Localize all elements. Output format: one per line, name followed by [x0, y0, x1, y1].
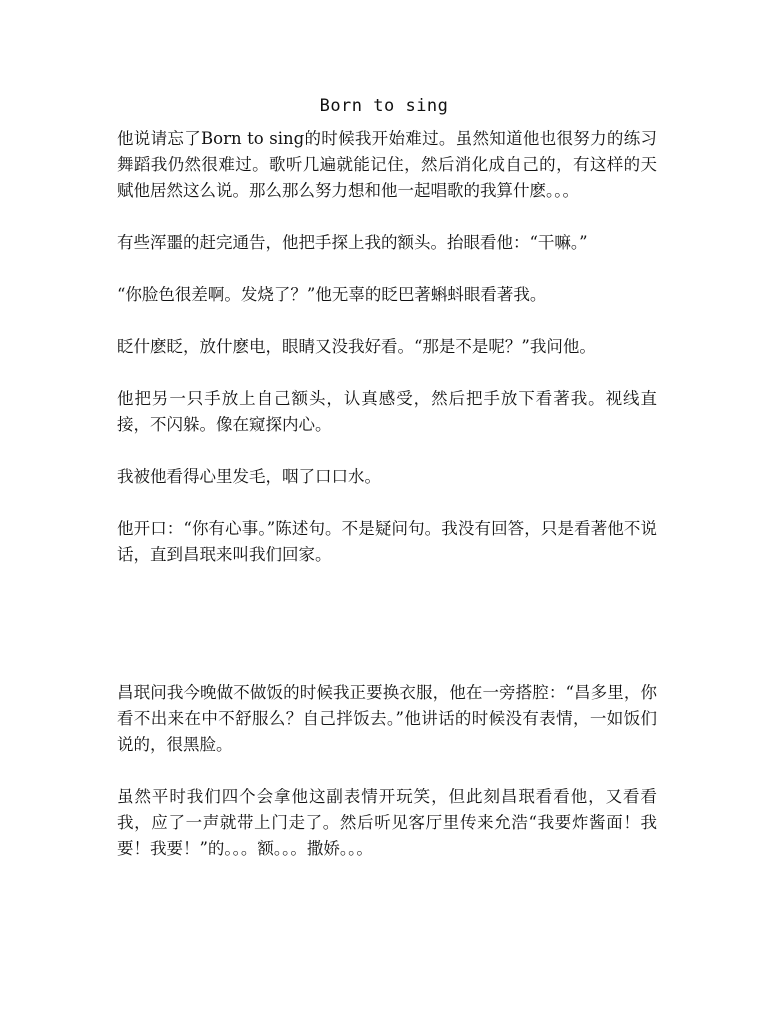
- section-gap: [117, 594, 657, 680]
- paragraph-3: “你脸色很差啊。发烧了？”他无辜的眨巴著蝌蚪眼看著我。: [117, 285, 547, 304]
- document-body: [117, 126, 657, 888]
- paragraph-7: 他开口：“你有心事。”陈述句。不是疑问句。我没有回答，只是看著他不说话，直到昌珉来叫我们回家。: [117, 519, 657, 564]
- paragraph-5: 他把另一只手放上自己额头，认真感受，然后把手放下看著我。视线直接，不闪躲。像在窥探内心。: [117, 389, 657, 434]
- paragraph-1: 他说请忘了Born to sing的时候我开始难过。虽然知道他也很努力的练习舞蹈我仍然很难过。歌听几遍就能记住，然后消化成自己的，有这样的天赋他居然这么说。那么那么努力想和他一起唱歌的我算什麽。。。: [117, 129, 657, 200]
- paragraph-4: 眨什麽眨，放什麽电，眼睛又没我好看。“那是不是呢？”我问他。: [117, 337, 596, 356]
- paragraph-9: 虽然平时我们四个会拿他这副表情开玩笑，但此刻昌珉看看他，又看看我，应了一声就带上门走了。然后听见客厅里传来允浩“我要炸酱面！我要！我要！”的。。。额。。。撒娇。。。: [117, 787, 657, 858]
- paragraph-2: 有些浑噩的赶完通告，他把手探上我的额头。抬眼看他：“干嘛。”: [117, 233, 588, 252]
- paragraph-8: 昌珉问我今晚做不做饭的时候我正要换衣服，他在一旁搭腔：“昌多里，你看不出来在中不舒服么？自己拌饭去。”他讲话的时候没有表情，一如饭们说的，很黑脸。: [117, 683, 657, 754]
- document-title: Born to sing: [319, 96, 449, 116]
- paragraph-6: 我被他看得心里发毛，咽了口口水。: [117, 467, 381, 486]
